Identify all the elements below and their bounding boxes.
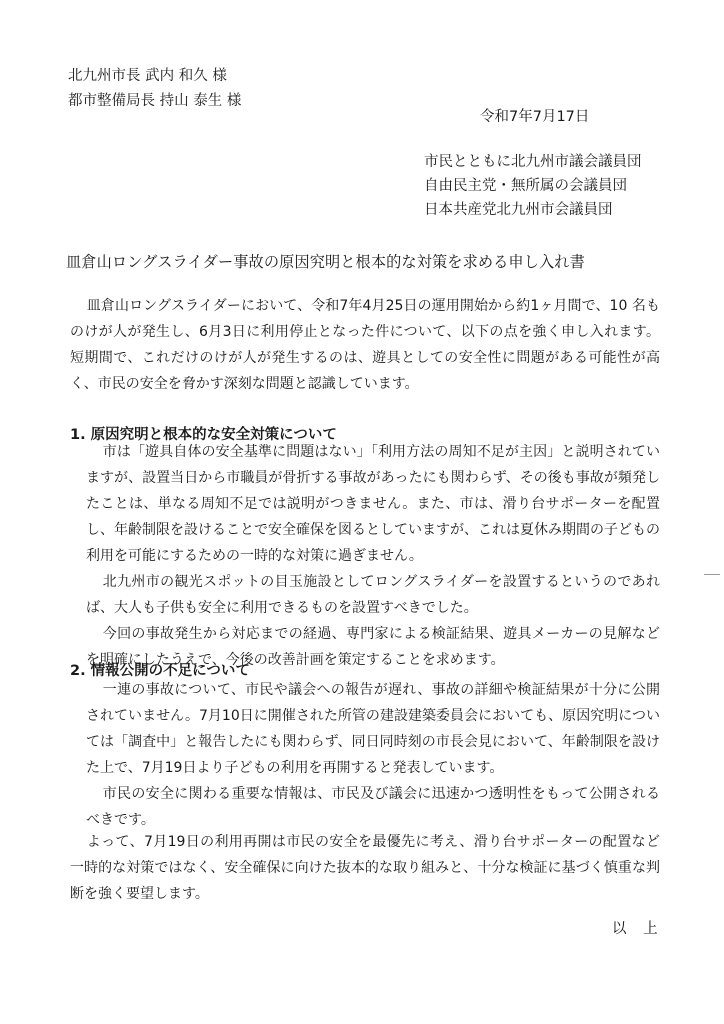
addressee-mayor: 北九州市長 武内 和久 様 — [68, 68, 227, 84]
document-title: 皿倉山ロングスライダー事故の原因究明と根本的な対策を求める申し入れ書 — [66, 253, 585, 271]
section-1-body — [86, 439, 660, 673]
section-1-paragraph: 市は「遊具自体の安全基準に問題はない」「利用方法の周知不足が主因」と説明されていますが、設置当日から市職員が骨折する事故があったにも関わらず、その後も事故が頻発したことは、単なる周知不足では説明がつきません。また、市は、滑り台サポーターを配置し、年齢制限を設けることで安全確保を図るとしていますが、これは夏休み期間の子どもの利用を可能にするための一時的な対策に過ぎません。 — [86, 444, 660, 564]
section-2-body — [86, 677, 660, 833]
sender-block — [424, 150, 642, 222]
section-2-paragraph: 一連の事故について、市民や議会への報告が遅れ、事故の詳細や検証結果が十分に公開されていません。7月10日に開催された所管の建設建築委員会においても、原因究明については「調査中」と報告したにも関わらず、同日同時刻の市長会見において、年齢制限を設けた上で、7月19日より子どもの利用を再開すると発表しています。 — [86, 682, 660, 776]
addressee-block — [68, 64, 241, 114]
section-1-paragraph: 今回の事故発生から対応までの経過、専門家による検証結果、遊具メーカーの見解などを明確にしたうえで、今後の改善計画を策定することを求めます。 — [86, 626, 660, 668]
section-2-paragraph: 市民の安全に関わる重要な情報は、市民及び議会に迅速かつ透明性をもって公開されるべきです。 — [86, 786, 660, 828]
scan-margin-mark — [704, 574, 720, 575]
conclusion-paragraph: よって、7月19日の利用再開は市民の安全を最優先に考え、滑り台サポーターの配置など一時的な対策ではなく、安全確保に向けた抜本的な取り組みと、十分な検証に基づく慎重な判断を強く要望します。 — [70, 834, 660, 902]
section-1-heading: 1. 原因究明と根本的な安全対策について — [70, 427, 337, 443]
section-1-paragraph: 北九州市の観光スポットの目玉施設としてロングスライダーを設置するというのであれば、大人も子供も安全に利用できるものを設置すべきでした。 — [86, 574, 660, 616]
sender-group-1: 市民とともに北九州市議会議員団 — [424, 154, 642, 170]
document-date: 令和7年7月17日 — [480, 109, 590, 125]
sender-group-3: 日本共産党北九州市会議員団 — [424, 202, 613, 218]
section-2-heading: 2. 情報公開の不足について — [70, 663, 250, 679]
closing-mark: 以 上 — [612, 921, 664, 937]
intro-paragraph: 皿倉山ロングスライダーにおいて、令和7年4月25日の運用開始から約1ヶ月間で、10 名ものけが人が発生し、6月3日に利用停止となった件について、以下の点を強く申し入れます。短期間で、これだけのけが人が発生するのは、遊具としての安全性に問題がある可能性が高く、市民の安全を脅かす深刻な問題と認識しています。 — [70, 298, 660, 392]
sender-group-2: 自由民主党・無所属の会議員団 — [424, 178, 627, 194]
addressee-director: 都市整備局長 持山 泰生 様 — [68, 93, 242, 109]
